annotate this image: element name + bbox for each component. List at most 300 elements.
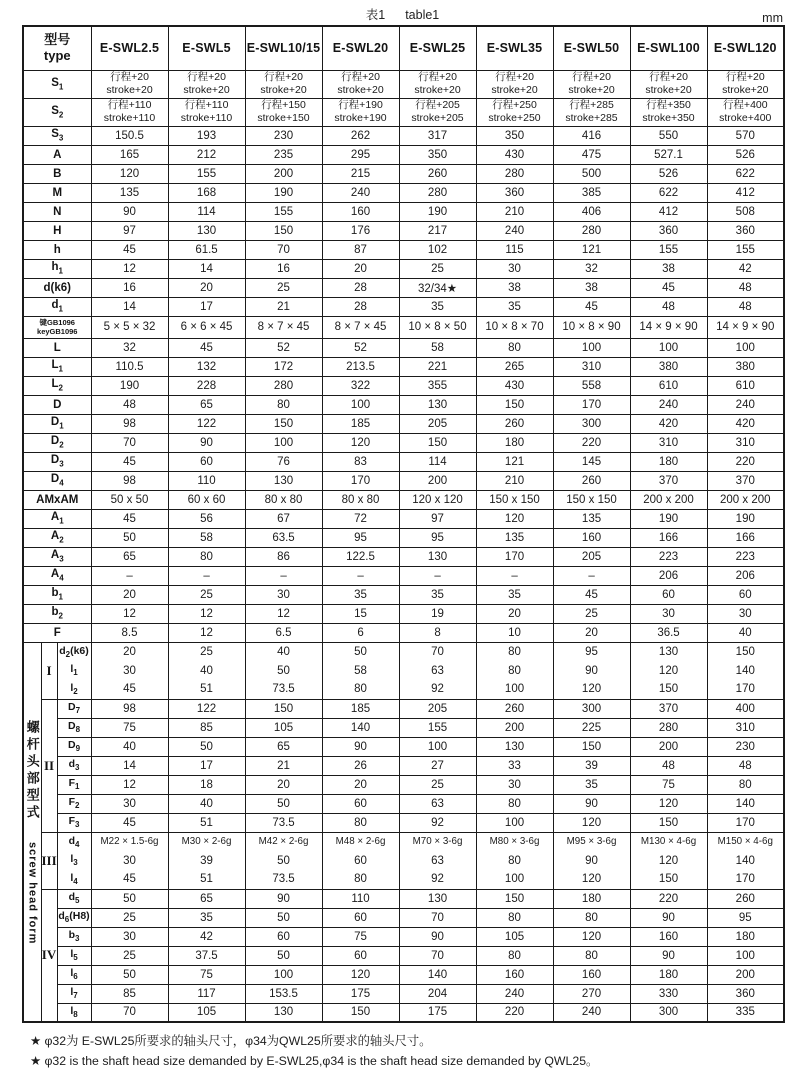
table-cell: 215 [322,164,399,183]
table-cell: 200 x 200 [707,490,784,509]
table-cell: 100 [476,813,553,832]
section-label-en: screw head form [26,841,39,944]
table-row [23,338,784,357]
table-cell: 295 [322,145,399,164]
table-cell: 122.5 [322,547,399,566]
row-label: $S_3$ [23,126,91,145]
section-label-vertical [23,642,41,1022]
row-label: AMxAM [23,490,91,509]
table-cell: 120 [91,164,168,183]
table-cell: 205 [553,547,630,566]
table-cell: 280 [399,183,476,202]
table-cell: 50 [245,908,322,927]
table-cell: 48 [707,278,784,297]
table-cell: 35 [476,297,553,316]
table-cell: 150 [322,1003,399,1022]
table-cell: 100 [707,946,784,965]
table-cell: 155 [707,240,784,259]
table-cell: 240 [476,984,553,1003]
table-cell: 190 [707,509,784,528]
table-row [23,699,784,718]
table-cell: 105 [168,1003,245,1022]
table-cell: 135 [91,183,168,202]
table-cell: 130 [245,471,322,490]
table-cell: 140 [707,661,784,680]
row-label: $l_5$ [57,946,91,965]
table-cell: 225 [553,718,630,737]
table-cell: 130 [399,395,476,414]
table-cell: 行程+20 stroke+20 [630,70,707,98]
table-cell: 14 [168,259,245,278]
table-cell: 210 [476,202,553,221]
table-cell: 150 [245,221,322,240]
table-cell: 27 [399,756,476,775]
corner-label: 型号 type [23,26,91,70]
group-numeral: I [41,642,57,699]
table-cell: 130 [630,642,707,661]
table-cell: 335 [707,1003,784,1022]
table-cell: 12 [91,259,168,278]
table-cell: 300 [553,699,630,718]
table-cell: 行程+20 stroke+20 [399,70,476,98]
table-cell: 622 [630,183,707,202]
table-cell: 145 [553,452,630,471]
table-cell: 100 [707,338,784,357]
table-cell: 80 [168,547,245,566]
table-row [23,98,784,126]
row-label: $F_1$ [57,775,91,794]
table-cell: 30 [476,259,553,278]
table-cell: 73.5 [245,813,322,832]
table-row [23,604,784,623]
table-cell: 42 [707,259,784,278]
table-cell: 100 [630,338,707,357]
row-label: $S_1$ [23,70,91,98]
table-cell: 180 [476,433,553,452]
table-cell: 21 [245,756,322,775]
table-cell: 150 [707,642,784,661]
table-cell: 73.5 [245,870,322,889]
table-cell: 60 [322,851,399,870]
table-cell: 100 [399,737,476,756]
table-cell: 90 [91,202,168,221]
table-row [23,680,784,699]
table-cell: 230 [707,737,784,756]
table-cell: 35 [399,585,476,604]
table-cell: 63.5 [245,528,322,547]
row-label: D [23,395,91,414]
table-cell: 380 [707,357,784,376]
table-cell: 280 [630,718,707,737]
table-cell: 280 [553,221,630,240]
table-cell: M130 × 4-6g [630,832,707,851]
table-cell: 10 [476,623,553,642]
table-cell: 92 [399,870,476,889]
table-cell: 262 [322,126,399,145]
table-cell: 87 [322,240,399,259]
table-cell: 155 [630,240,707,259]
table-cell: 380 [630,357,707,376]
table-cell: 140 [707,851,784,870]
table-cell: 170 [707,813,784,832]
table-row [23,813,784,832]
table-cell: 20 [322,775,399,794]
table-cell: 8.5 [91,623,168,642]
table-cell: 114 [168,202,245,221]
table-cell: 200 [399,471,476,490]
table-cell: 80 [476,661,553,680]
table-cell: 135 [476,528,553,547]
table-cell: 176 [322,221,399,240]
row-label: H [23,221,91,240]
table-cell: 50 [91,965,168,984]
table-cell: 235 [245,145,322,164]
table-cell: 45 [91,240,168,259]
row-label: $l_2$ [57,680,91,699]
table-cell: 75 [168,965,245,984]
table-cell: 130 [399,889,476,908]
table-cell: 150 [245,699,322,718]
table-row [23,183,784,202]
table-row [23,585,784,604]
table-cell: 221 [399,357,476,376]
table-cell: 95 [399,528,476,547]
table-cell: 75 [630,775,707,794]
table-cell: 16 [245,259,322,278]
table-cell: 120 x 120 [399,490,476,509]
table-cell: 80 [707,775,784,794]
table-cell: 行程+250 stroke+250 [476,98,553,126]
table-cell: 228 [168,376,245,395]
table-row [23,357,784,376]
table-cell: 52 [245,338,322,357]
table-cell: 65 [168,889,245,908]
table-row [23,395,784,414]
table-cell: 65 [245,737,322,756]
table-cell: 60 x 60 [168,490,245,509]
table-cell: 60 [630,585,707,604]
table-cell: 90 [245,889,322,908]
table-cell: 25 [553,604,630,623]
table-cell: 14 × 9 × 90 [707,316,784,338]
table-cell: 92 [399,813,476,832]
table-cell: 35 [399,297,476,316]
unit-label: mm [762,11,783,25]
table-cell: 75 [322,927,399,946]
table-row [23,126,784,145]
table-row [23,547,784,566]
table-cell: 12 [168,623,245,642]
table-cell: 360 [630,221,707,240]
table-cell: 8 × 7 × 45 [322,316,399,338]
table-cell: 132 [168,357,245,376]
row-label: $D_2$ [23,433,91,452]
table-cell: 20 [91,642,168,661]
table-cell: 100 [553,338,630,357]
table-cell: 8 [399,623,476,642]
footnote-cn: ★ φ32为 E-SWL25所要求的轴头尺寸，φ34为QWL25所要求的轴头尺寸。 [30,1034,432,1048]
table-row [23,870,784,889]
row-label: $l_4$ [57,870,91,889]
table-cell: 80 [476,794,553,813]
table-cell: 90 [322,737,399,756]
table-cell: 48 [707,756,784,775]
table-cell: 190 [630,509,707,528]
table-cell: 80 [476,642,553,661]
table-row [23,145,784,164]
row-label: $D_9$ [57,737,91,756]
table-cell: 40 [707,623,784,642]
table-row [23,927,784,946]
table-cell: – [245,566,322,585]
row-label: 键GB1096 keyGB1096 [23,316,91,338]
table-cell: 120 [553,870,630,889]
table-cell: 622 [707,164,784,183]
table-cell: 60 [322,908,399,927]
table-cell: 220 [553,433,630,452]
table-cell: 6 × 6 × 45 [168,316,245,338]
row-label: N [23,202,91,221]
table-cell: 160 [322,202,399,221]
table-cell: 行程+350 stroke+350 [630,98,707,126]
table-cell: 50 [245,794,322,813]
table-row [23,259,784,278]
row-label: h [23,240,91,259]
table-row [23,642,784,661]
table-cell: 204 [399,984,476,1003]
table-cell: 110 [168,471,245,490]
footnotes [30,1032,800,1071]
table-cell: 48 [630,297,707,316]
section-label-cn: 螺杆头部型式 [24,719,40,822]
table-cell: 80 [245,395,322,414]
table-cell: – [168,566,245,585]
table-cell: 30 [476,775,553,794]
table-cell: 350 [399,145,476,164]
table-cell: 98 [91,414,168,433]
table-cell: 155 [168,164,245,183]
table-cell: 150 [476,395,553,414]
table-cell: 120 [553,927,630,946]
table-cell: 20 [322,259,399,278]
table-cell: 160 [553,528,630,547]
table-row [23,775,784,794]
table-cell: 12 [168,604,245,623]
table-row [23,297,784,316]
group-numeral: IV [41,889,57,1022]
table-row [23,661,784,680]
table-cell: 121 [476,452,553,471]
table-cell: 610 [630,376,707,395]
table-row [23,737,784,756]
table-cell: 240 [630,395,707,414]
row-label: $D_1$ [23,414,91,433]
table-cell: 310 [707,718,784,737]
table-cell: 30 [91,851,168,870]
table-cell: 265 [476,357,553,376]
table-cell: 155 [245,202,322,221]
table-cell: 90 [553,661,630,680]
column-header: E-SWL25 [399,26,476,70]
row-label: B [23,164,91,183]
row-label: $L_1$ [23,357,91,376]
table-cell: 170 [322,471,399,490]
table-row [23,965,784,984]
table-cell: 220 [707,452,784,471]
table-cell: 166 [630,528,707,547]
table-cell: 51 [168,813,245,832]
table-cell: 213.5 [322,357,399,376]
table-cell: 40 [245,642,322,661]
table-cell: 260 [476,699,553,718]
table-cell: 48 [91,395,168,414]
table-row [23,202,784,221]
table-cell: 102 [399,240,476,259]
table-cell: 行程+20 stroke+20 [553,70,630,98]
table-cell: 95 [707,908,784,927]
table-cell: 260 [399,164,476,183]
table-cell: 205 [399,699,476,718]
table-cell: 80 [476,908,553,927]
table-cell: 406 [553,202,630,221]
table-cell: 500 [553,164,630,183]
table-cell: 114 [399,452,476,471]
table-cell: 83 [322,452,399,471]
table-cell: 45 [91,813,168,832]
table-cell: 430 [476,145,553,164]
table-row [23,376,784,395]
table-cell: 8 × 7 × 45 [245,316,322,338]
table-cell: 230 [245,126,322,145]
table-cell: 90 [553,851,630,870]
table-cell: 220 [630,889,707,908]
table-cell: 17 [168,297,245,316]
page-title [22,5,783,23]
row-label: $D_8$ [57,718,91,737]
table-cell: 35 [322,585,399,604]
table-cell: 67 [245,509,322,528]
table-cell: 150.5 [91,126,168,145]
table-cell: 70 [399,908,476,927]
table-cell: 16 [91,278,168,297]
table-cell: 360 [707,984,784,1003]
table-cell: 63 [399,661,476,680]
table-cell: 70 [245,240,322,259]
table-cell: 550 [630,126,707,145]
table-cell: 200 x 200 [630,490,707,509]
table-row [23,528,784,547]
table-cell: 385 [553,183,630,202]
table-cell: 行程+150 stroke+150 [245,98,322,126]
table-cell: 80 [322,813,399,832]
table-cell: 527.1 [630,145,707,164]
table-cell: 370 [630,471,707,490]
column-header: E-SWL50 [553,26,630,70]
table-cell: 160 [553,965,630,984]
row-label: F [23,623,91,642]
table-cell: 28 [322,278,399,297]
table-cell: 97 [399,509,476,528]
table-cell: 610 [707,376,784,395]
table-cell: 100 [245,965,322,984]
table-cell: 85 [91,984,168,1003]
table-cell: 135 [553,509,630,528]
table-cell: 200 [630,737,707,756]
title-cn: 表1 [365,8,386,22]
table-row [23,490,784,509]
table-row [23,946,784,965]
table-cell: 110.5 [91,357,168,376]
table-row [23,984,784,1003]
table-cell: 130 [245,1003,322,1022]
table-cell: 30 [630,604,707,623]
table-cell: 310 [707,433,784,452]
table-cell: 40 [168,794,245,813]
table-cell: 行程+110 stroke+110 [91,98,168,126]
table-cell: 100 [322,395,399,414]
table-cell: 120 [553,813,630,832]
table-row [23,908,784,927]
table-row [23,471,784,490]
table-cell: 28 [322,297,399,316]
table-cell: 72 [322,509,399,528]
table-cell: 45 [168,338,245,357]
table-cell: 6.5 [245,623,322,642]
table-cell: 280 [245,376,322,395]
table-cell: 40 [91,737,168,756]
table-cell: 10 × 8 × 90 [553,316,630,338]
table-cell: 270 [553,984,630,1003]
row-label: $d_2(k6)$ [57,642,91,661]
table-cell: 122 [168,414,245,433]
table-cell: 260 [553,471,630,490]
table-cell: 90 [553,794,630,813]
table-cell: 120 [630,661,707,680]
group-numeral: III [41,832,57,889]
table-cell: 75 [91,718,168,737]
table-cell: 39 [168,851,245,870]
row-label: M [23,183,91,202]
row-label: $b_2$ [23,604,91,623]
table-cell: 25 [245,278,322,297]
row-label: $d_5$ [57,889,91,908]
table-cell: 5 × 5 × 32 [91,316,168,338]
table-cell: 166 [707,528,784,547]
table-cell: 355 [399,376,476,395]
row-label: $l_7$ [57,984,91,1003]
table-cell: 20 [91,585,168,604]
table-row [23,623,784,642]
table-cell: 206 [707,566,784,585]
title-en: table1 [405,8,440,22]
table-cell: 70 [91,433,168,452]
table-cell: 180 [553,889,630,908]
row-label: $l_8$ [57,1003,91,1022]
table-cell: 570 [707,126,784,145]
spec-table-body [23,26,784,1022]
table-cell: 48 [630,756,707,775]
row-label: $S_2$ [23,98,91,126]
table-cell: M95 × 3-6g [553,832,630,851]
table-cell: 90 [630,908,707,927]
table-cell: 12 [91,775,168,794]
table-cell: 205 [399,414,476,433]
table-cell: 45 [91,452,168,471]
table-cell: 121 [553,240,630,259]
table-cell: 19 [399,604,476,623]
column-header: E-SWL35 [476,26,553,70]
table-cell: 20 [245,775,322,794]
